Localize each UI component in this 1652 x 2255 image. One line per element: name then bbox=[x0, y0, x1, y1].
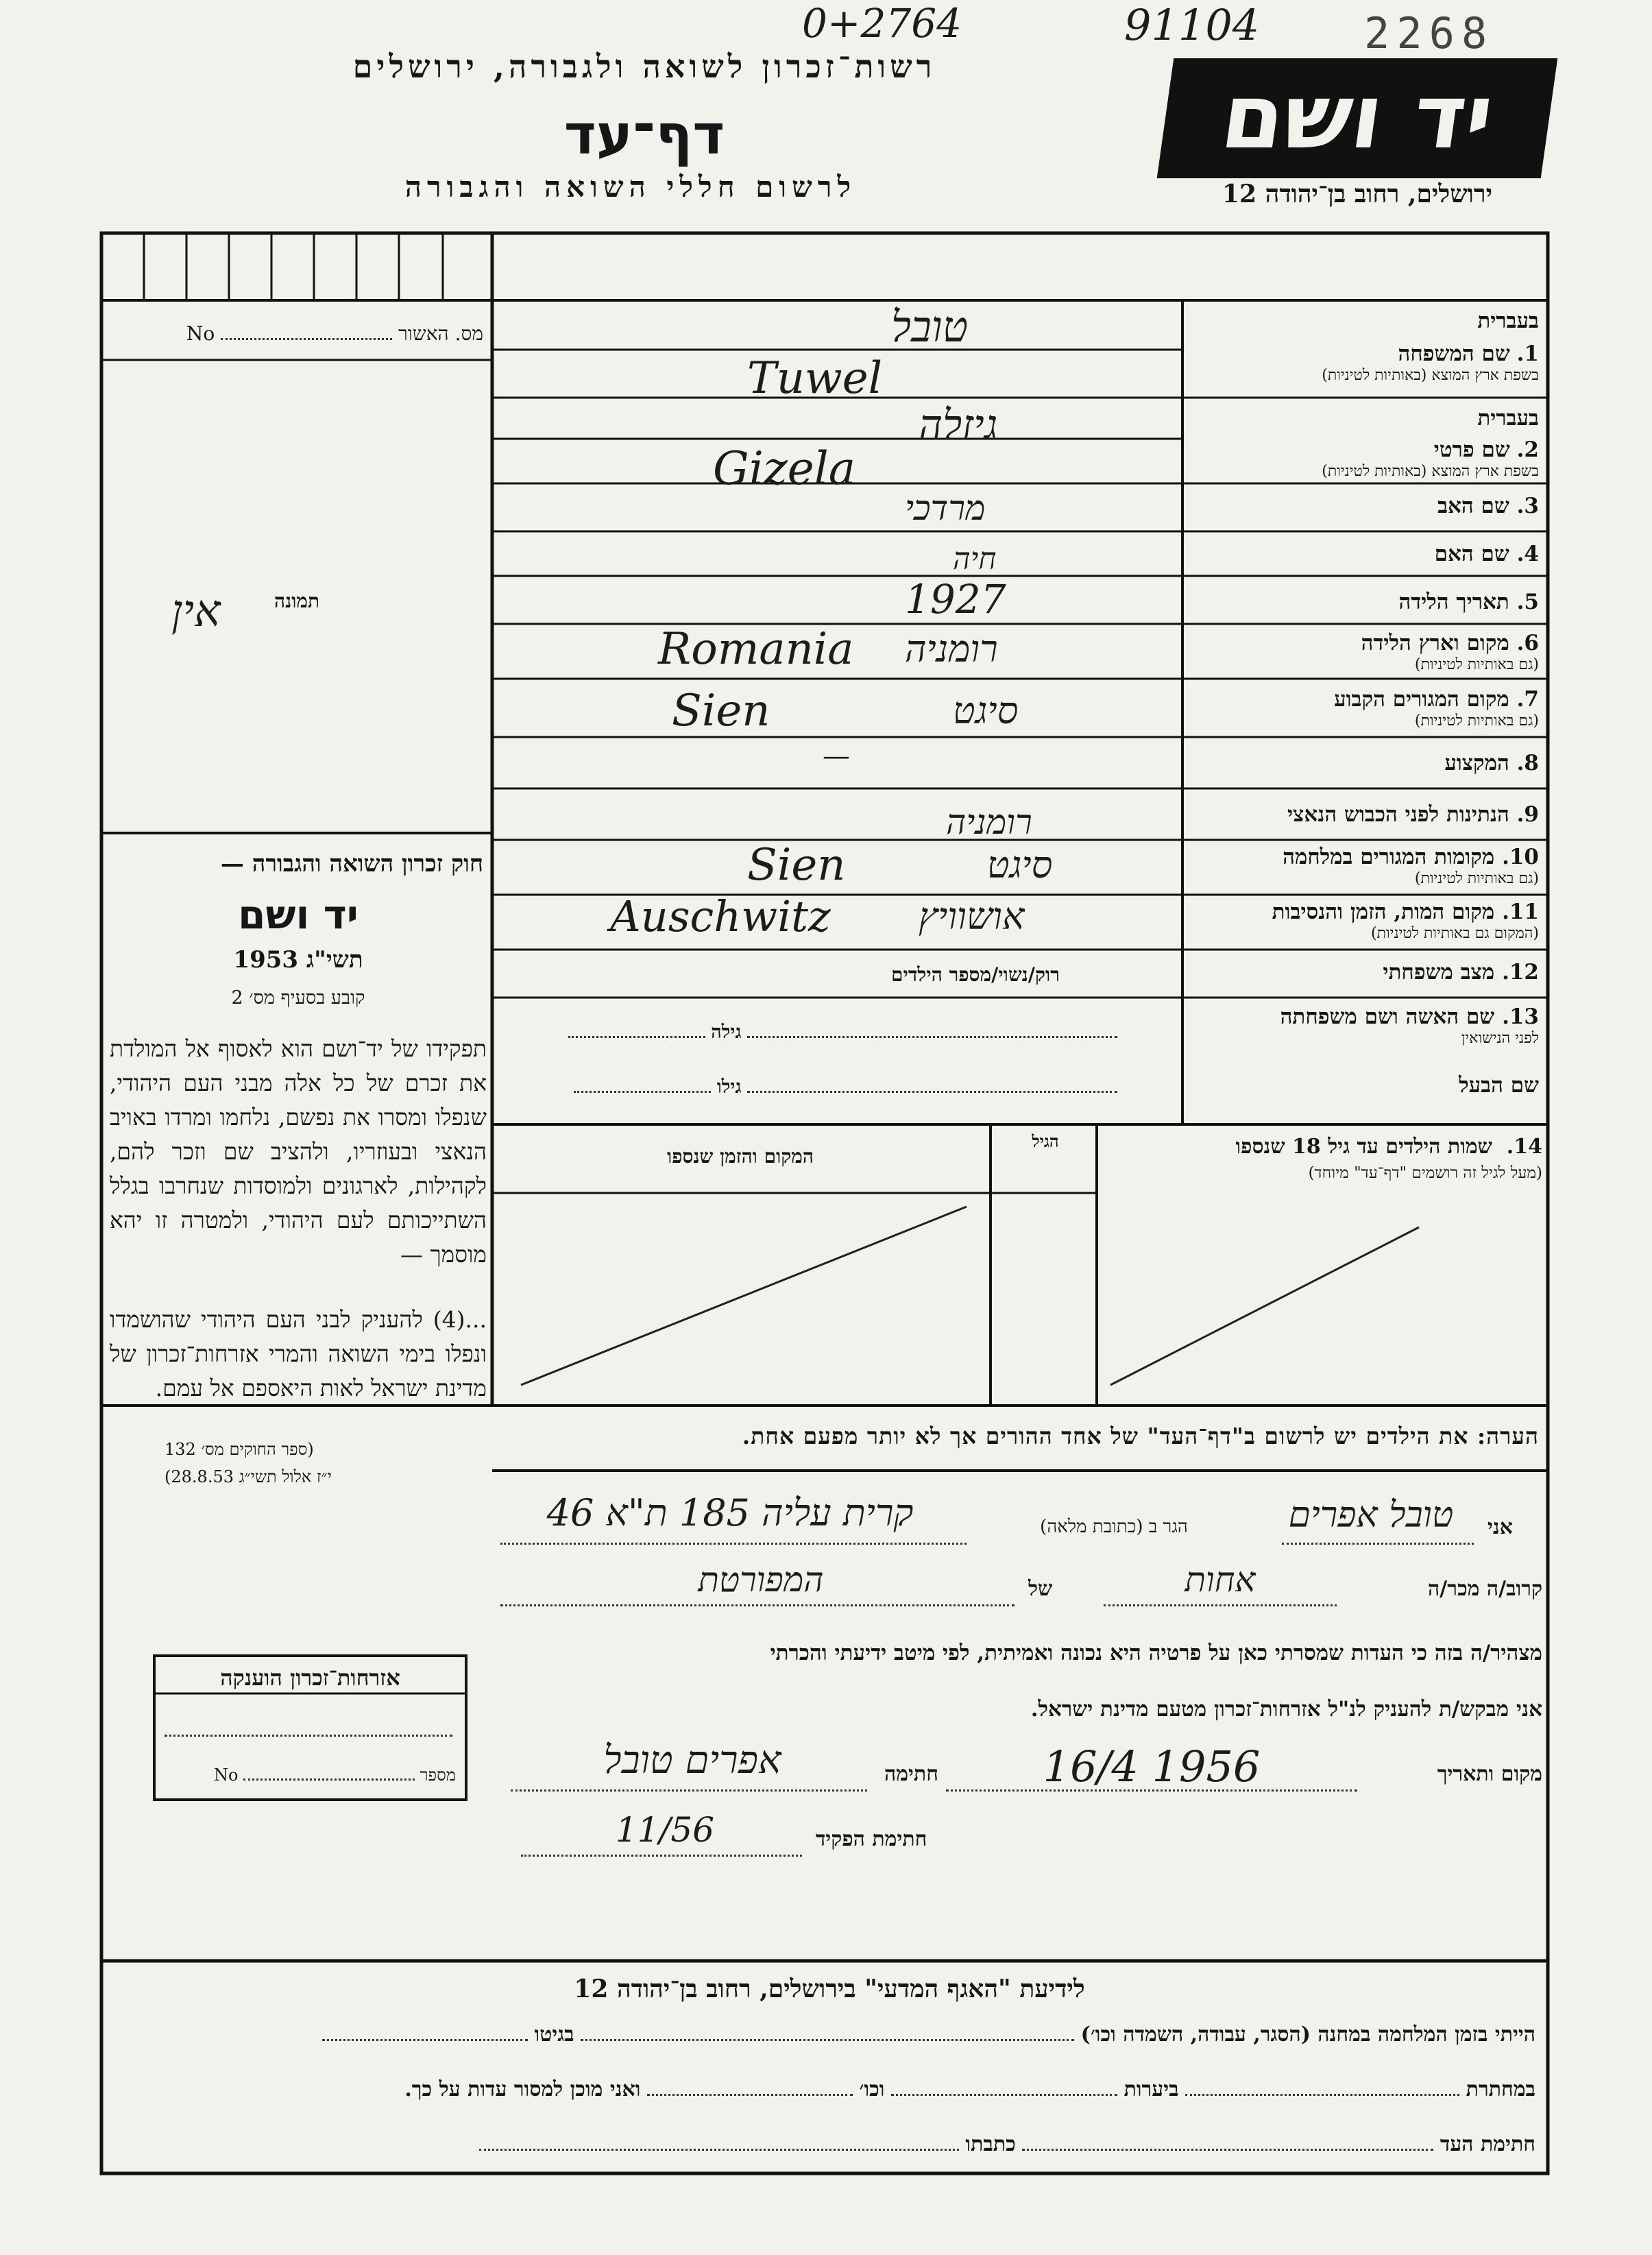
field-10-num: 10. bbox=[1502, 845, 1539, 869]
field-4-num: 4. bbox=[1516, 542, 1539, 566]
children-label: שמות הילדים עד גיל 18 שנספו bbox=[1235, 1135, 1492, 1159]
field-11-sub: (המקום גם באותיות לטיניות) bbox=[1371, 925, 1539, 942]
decl-of-value: המפורטת bbox=[698, 1560, 824, 1600]
field-11-num: 11. bbox=[1502, 900, 1539, 924]
certificate-number-label: מספר bbox=[420, 1765, 456, 1785]
decl-date: 16/4 1956 bbox=[1043, 1741, 1261, 1792]
children-sub: (מעל לגיל זה רושמים "דף־עד" מיוחד) bbox=[1308, 1164, 1542, 1182]
approval-no: No bbox=[186, 322, 215, 345]
field-2-sub: בשפת ארץ המוצא (באותיות לטיניות) bbox=[1322, 463, 1539, 480]
field-9-label: הנתינות לפני הכבוש הנאצי bbox=[1287, 802, 1509, 827]
field-13-label: שם האשה ושם משפחתה bbox=[1280, 1004, 1495, 1029]
field-6-label: מקום וארץ הלידה bbox=[1361, 631, 1509, 655]
field-5-label: תאריך הלידה bbox=[1398, 590, 1509, 614]
field-13-label-block bbox=[1189, 1004, 1539, 1047]
field-8-num: 8. bbox=[1516, 751, 1539, 775]
decl-statement-2: אני מבקש/ת להעניק לנ"ל אזרחות־זכרון מטעם מדינת ישראל. bbox=[1030, 1697, 1542, 1722]
approval-label: מס. האשור bbox=[398, 322, 483, 345]
field-2-value-he: גיזלה bbox=[919, 401, 998, 449]
stamp-number-2: 91104 bbox=[1124, 0, 1260, 50]
wife-age-row bbox=[514, 1022, 1117, 1043]
field-10-value-he: סיגט bbox=[987, 843, 1053, 887]
field-11-value-he: אושוויץ bbox=[919, 895, 1025, 938]
field-7-label: מקום המגורים הקבוע bbox=[1334, 687, 1509, 712]
decl-residing-label: הגר ב (כתובת מלאה) bbox=[1040, 1517, 1188, 1537]
photo-label: תמונה bbox=[274, 590, 320, 612]
field-10-sub: (גם באותיות לטיניות) bbox=[1414, 870, 1539, 887]
law-text-2: ...(4) להעניק לבני העם היהודי שהושמדו ונפלו בימי השואה והמרי אזרחות־זכרון של מדינת ישראל לאות היאספם אל עמם. bbox=[110, 1306, 487, 1401]
field-2-label-block bbox=[1189, 406, 1539, 480]
field-9-num: 9. bbox=[1516, 802, 1539, 827]
footer-forests-label: ביערות bbox=[1123, 2077, 1179, 2101]
law-name: יד ושם bbox=[238, 891, 359, 938]
field-6-num: 6. bbox=[1516, 631, 1539, 655]
certificate-number-row bbox=[165, 1765, 456, 1785]
decl-signature-label: חתימה bbox=[884, 1762, 938, 1786]
law-title: חוק זכרון השואה והגבורה — bbox=[220, 850, 483, 878]
husband-age-label: גילו bbox=[716, 1076, 742, 1098]
field-13-num: 13. bbox=[1502, 1004, 1539, 1029]
field-1-sub: בשפת ארץ המוצא (באותיות לטיניות) bbox=[1322, 367, 1539, 384]
field-2-value-lat: Gizela bbox=[713, 442, 856, 495]
field-4-value: חיה bbox=[953, 542, 997, 577]
decl-statement-1: מצהיר/ה בזה כי העדות שמסרתי כאן על פרטיה היא נכונה ואמיתית, לפי מיטב ידיעתי והכרתי bbox=[770, 1641, 1542, 1665]
field-5-num: 5. bbox=[1516, 590, 1539, 614]
footer-title: לידיעת "האגף המדעי" בירושלים, רחוב בן־יהודה 12 bbox=[574, 1975, 1085, 2003]
decl-i-label: אני bbox=[1487, 1515, 1513, 1539]
footer-line-3 bbox=[117, 2132, 1535, 2156]
stamp-number-3: 2268 bbox=[1364, 8, 1494, 58]
field-2-label: שם פרטי bbox=[1433, 437, 1510, 462]
authority-title: רשות־זכרון לשואה ולגבורה, ירושלים bbox=[352, 48, 936, 85]
decl-name-line bbox=[1282, 1543, 1474, 1545]
field-11-label: מקום המות, הזמן והנסיבות bbox=[1272, 900, 1495, 924]
husband-age-row bbox=[514, 1076, 1117, 1098]
footer-etc-label: וכו׳ bbox=[859, 2077, 885, 2101]
field-10-value-lat: Sien bbox=[747, 840, 846, 891]
field-8-label-block bbox=[1189, 751, 1539, 775]
decl-relation-line bbox=[1104, 1604, 1337, 1606]
field-12-num: 12. bbox=[1502, 960, 1539, 985]
law-text-1: תפקידו של יד־ושם הוא לאסוף אל המולדת את זכרם של כל אלה מבני העם היהודי, שנפלו ומסרו את נפשם, נלחמו ומרדו באויב הנאצי ובעוזריו, ולהציב שם וזכר להם, לקהילות, לארגונים ולמוסדות שנחרבו בגלל השתייכותם לעם היהודי, ולמטרה זו יהא מוסמך — bbox=[110, 1035, 487, 1268]
law-ref-1: (ספר החוקים מס׳ 132 bbox=[165, 1440, 314, 1459]
children-age-header: הגיל bbox=[1032, 1131, 1059, 1151]
field-9-value: רומניה bbox=[946, 802, 1032, 842]
decl-relative-label: קרוב/ה מכר/ה bbox=[1428, 1577, 1542, 1601]
field-3-value: מרדכי bbox=[905, 488, 986, 528]
wife-age-label: גילה bbox=[711, 1022, 742, 1043]
photo-value: אין bbox=[171, 586, 221, 637]
field-4-label-block bbox=[1189, 542, 1539, 566]
footer-ready-label: ואני מוכן למסור עדות על כך. bbox=[404, 2077, 641, 2101]
field-2-hebrew-tag: בעברית bbox=[1477, 406, 1539, 431]
form-title: דף־עד bbox=[563, 103, 725, 167]
certificate-no: No bbox=[214, 1765, 239, 1785]
field-10-label-block bbox=[1189, 845, 1539, 887]
form-subtitle: לרשום חללי השואה והגבורה bbox=[404, 170, 857, 204]
decl-officer-signature: 11/56 bbox=[615, 1810, 715, 1850]
certificate-line bbox=[165, 1735, 452, 1737]
field-5-label-block bbox=[1189, 590, 1539, 614]
decl-of-label: של bbox=[1028, 1577, 1053, 1601]
yad-vashem-logo: יד ושם bbox=[1157, 58, 1558, 178]
field-11-value-lat: Auschwitz bbox=[610, 891, 831, 941]
footer-line-1 bbox=[117, 2023, 1535, 2047]
decl-address-line bbox=[500, 1543, 967, 1545]
children-label-block bbox=[1104, 1135, 1542, 1182]
field-12-label: מצב משפחתי bbox=[1383, 960, 1495, 985]
field-7-num: 7. bbox=[1516, 687, 1539, 712]
field-8-value: — bbox=[823, 740, 850, 772]
footer-underground-label: במחתרת bbox=[1466, 2077, 1535, 2101]
decl-signature: אפרים טובל bbox=[603, 1738, 781, 1783]
field-5-value: 1927 bbox=[905, 576, 1006, 623]
field-6-value-he: רומניה bbox=[905, 627, 998, 671]
field-13-sub: לפני הנישואין bbox=[1461, 1030, 1539, 1047]
footer-address-label: כתבתו bbox=[965, 2132, 1016, 2156]
field-8-label: המקצוע bbox=[1444, 751, 1509, 775]
field-7-value-he: סיגט bbox=[953, 689, 1019, 732]
field-1-label: שם המשפחה bbox=[1398, 341, 1510, 366]
field-4-label: שם האם bbox=[1434, 542, 1509, 566]
field-1-value-he: טובל bbox=[891, 302, 969, 352]
footer-camp-label: הייתי בזמן המלחמה במחנה (הסגר, עבודה, השמדה וכו׳) bbox=[1080, 2023, 1535, 2047]
decl-signature-line bbox=[511, 1789, 867, 1792]
decl-address: קרית עליה 185 ת"א 46 bbox=[546, 1491, 914, 1534]
field-3-label: שם האב bbox=[1437, 494, 1509, 518]
field-2-num: 2. bbox=[1516, 437, 1539, 462]
field-7-label-block bbox=[1189, 687, 1539, 729]
address-line: ירושלים, רחוב בן־יהודה 12 bbox=[1222, 180, 1493, 208]
footer-witness-sig-label: חתימת העד bbox=[1440, 2132, 1535, 2156]
approval-row bbox=[110, 322, 483, 346]
decl-officer-label: חתימת הפקיד bbox=[816, 1827, 927, 1851]
field-7-sub: (גם באותיות לטיניות) bbox=[1414, 712, 1539, 729]
decl-relation: אחות bbox=[1185, 1560, 1256, 1600]
field-1-label-block bbox=[1189, 309, 1539, 384]
field-husband-label: שם הבעל bbox=[1459, 1073, 1539, 1098]
field-10-label: מקומות המגורים במלחמה bbox=[1283, 845, 1495, 869]
note-text: הערה: את הילדים יש לרשום ב"דף־העד" של אחד ההורים אך לא יותר מפעם אחת. bbox=[742, 1423, 1539, 1449]
footer-line-2 bbox=[117, 2077, 1535, 2101]
field-6-sub: (גם באותיות לטיניות) bbox=[1414, 656, 1539, 673]
law-year: תשי"ג 1953 bbox=[233, 946, 363, 974]
field-7-value-lat: Sien bbox=[672, 686, 770, 736]
field-3-label-block bbox=[1189, 494, 1539, 518]
children-num: 14. bbox=[1506, 1135, 1542, 1159]
law-ref-2: י״ז אלול תשי״ג 28.8.53) bbox=[165, 1467, 332, 1486]
field-12-label-block bbox=[1189, 960, 1539, 985]
decl-place-date-label: מקום ותאריך bbox=[1437, 1762, 1542, 1786]
field-9-label-block bbox=[1189, 802, 1539, 827]
field-1-num: 1. bbox=[1516, 341, 1539, 366]
field-12-value: רוק/נשוי/מספר הילדים bbox=[891, 963, 1060, 986]
field-3-num: 3. bbox=[1516, 494, 1539, 518]
field-6-label-block bbox=[1189, 631, 1539, 673]
certificate-title: אזרחות־זכרון הוענקה bbox=[220, 1665, 400, 1691]
decl-of-line bbox=[500, 1604, 1015, 1606]
decl-officer-line bbox=[521, 1855, 802, 1857]
stamp-number-1: 0+2764 bbox=[802, 0, 962, 47]
field-11-label-block bbox=[1189, 900, 1539, 942]
field-1-value-lat: Tuwel bbox=[747, 353, 883, 404]
children-place-header: המקום והזמן שנספו bbox=[667, 1145, 814, 1168]
field-1-hebrew-tag: בעברית bbox=[1477, 309, 1539, 333]
decl-witness-name: טובל אפרים bbox=[1288, 1495, 1454, 1536]
field-6-value-lat: Romania bbox=[658, 624, 854, 675]
law-section: קובע בסעיף מס׳ 2 bbox=[231, 987, 365, 1009]
footer-ghetto-label: בגיטו bbox=[534, 2023, 574, 2047]
